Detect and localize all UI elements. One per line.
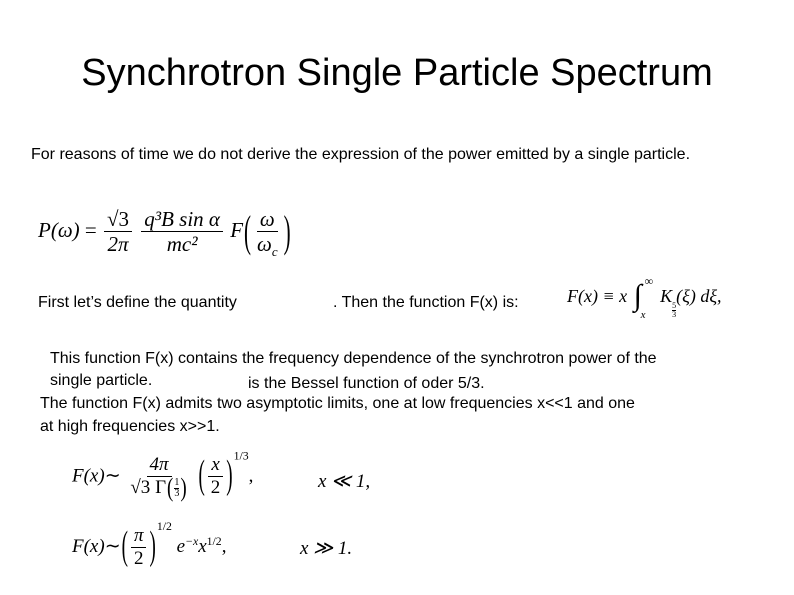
omega: ω xyxy=(257,208,278,232)
bessel-order: $\frac{5}{3}$ xyxy=(672,301,677,320)
low-denominator: √3 Γ( $\frac{1}{3}$ ) xyxy=(130,473,187,503)
slide-title: Synchrotron Single Particle Spectrum xyxy=(81,52,713,94)
low-exponent: 1/3 xyxy=(233,449,249,463)
pi-over-2: $\frac{\pi}{2}$ xyxy=(131,526,147,570)
integral-sign-group xyxy=(632,274,656,321)
low-lhs: F(x) xyxy=(72,465,105,487)
integral-upper: ∞ xyxy=(644,274,654,288)
integral-sign: ∫ xyxy=(633,279,642,312)
high-left-paren: ( xyxy=(121,524,128,569)
high-lhs: F(x) xyxy=(72,536,105,558)
charge-numerator: q³B sin α xyxy=(141,208,223,232)
omega-c: $\omega_c$ xyxy=(257,232,278,260)
sqrt3: √3 xyxy=(104,208,132,232)
high-right-paren: ) xyxy=(149,524,156,569)
x-power: 1/2 xyxy=(206,534,222,548)
sqrt3-over-2pi xyxy=(104,208,132,256)
low-comma: , xyxy=(248,465,254,487)
omega-fraction xyxy=(254,207,281,260)
paragraph-line-1: This function F(x) contains the frequency dependence of the synchrotron power of the xyxy=(50,350,657,367)
power-F: F xyxy=(230,217,244,242)
four-pi: 4π xyxy=(147,455,172,477)
intro-text: For reasons of time we do not derive the expression of the power emitted by a single particle. xyxy=(31,146,691,163)
power-formula xyxy=(38,205,292,260)
right-paren: ) xyxy=(283,205,291,257)
mc2: mc² xyxy=(166,232,198,257)
paragraph-line-2b: is the Bessel function of oder 5/3. xyxy=(248,375,485,392)
integrand-rest: (ξ) dξ, xyxy=(676,286,722,307)
low-frequency-formula xyxy=(72,449,254,503)
high-x: x xyxy=(198,536,207,558)
high-comma: , xyxy=(221,536,227,558)
power-equals: = xyxy=(84,217,97,242)
low-left-paren: ( xyxy=(198,454,205,499)
integral-formula xyxy=(567,274,722,321)
high-exponent: 1/2 xyxy=(156,520,172,534)
define-left-text: First let’s define the quantity xyxy=(38,294,237,311)
two-pi: 2π xyxy=(107,232,129,257)
power-lhs: P(ω) xyxy=(38,217,80,242)
low-prefactor xyxy=(127,454,190,503)
high-condition: x ≫ 1. xyxy=(300,538,353,559)
bessel-K: K xyxy=(660,286,673,307)
paragraph-line-2a: single particle. xyxy=(50,372,153,389)
high-sim: ∼ xyxy=(104,536,121,558)
exp-e: e xyxy=(176,536,186,558)
x-over-2-low: $\frac{x}{2}$ xyxy=(208,455,224,499)
low-right-paren: ) xyxy=(226,454,233,499)
paragraph-line-3: The function F(x) admits two asymptotic limits, one at low frequencies x<<1 and one xyxy=(40,395,635,412)
low-sim: ∼ xyxy=(104,465,121,487)
left-paren: ( xyxy=(244,205,252,257)
paragraph-line-4: at high frequencies x>>1. xyxy=(40,418,220,435)
integral-lower: x xyxy=(640,309,646,321)
high-frequency-formula xyxy=(72,520,227,570)
integral-lhs: F(x) ≡ x xyxy=(567,286,628,307)
low-condition: x ≪ 1, xyxy=(318,471,371,492)
exp-power: −x xyxy=(185,534,199,548)
charge-fraction xyxy=(141,208,223,256)
define-middle-text: . Then the function F(x) is: xyxy=(333,294,519,311)
